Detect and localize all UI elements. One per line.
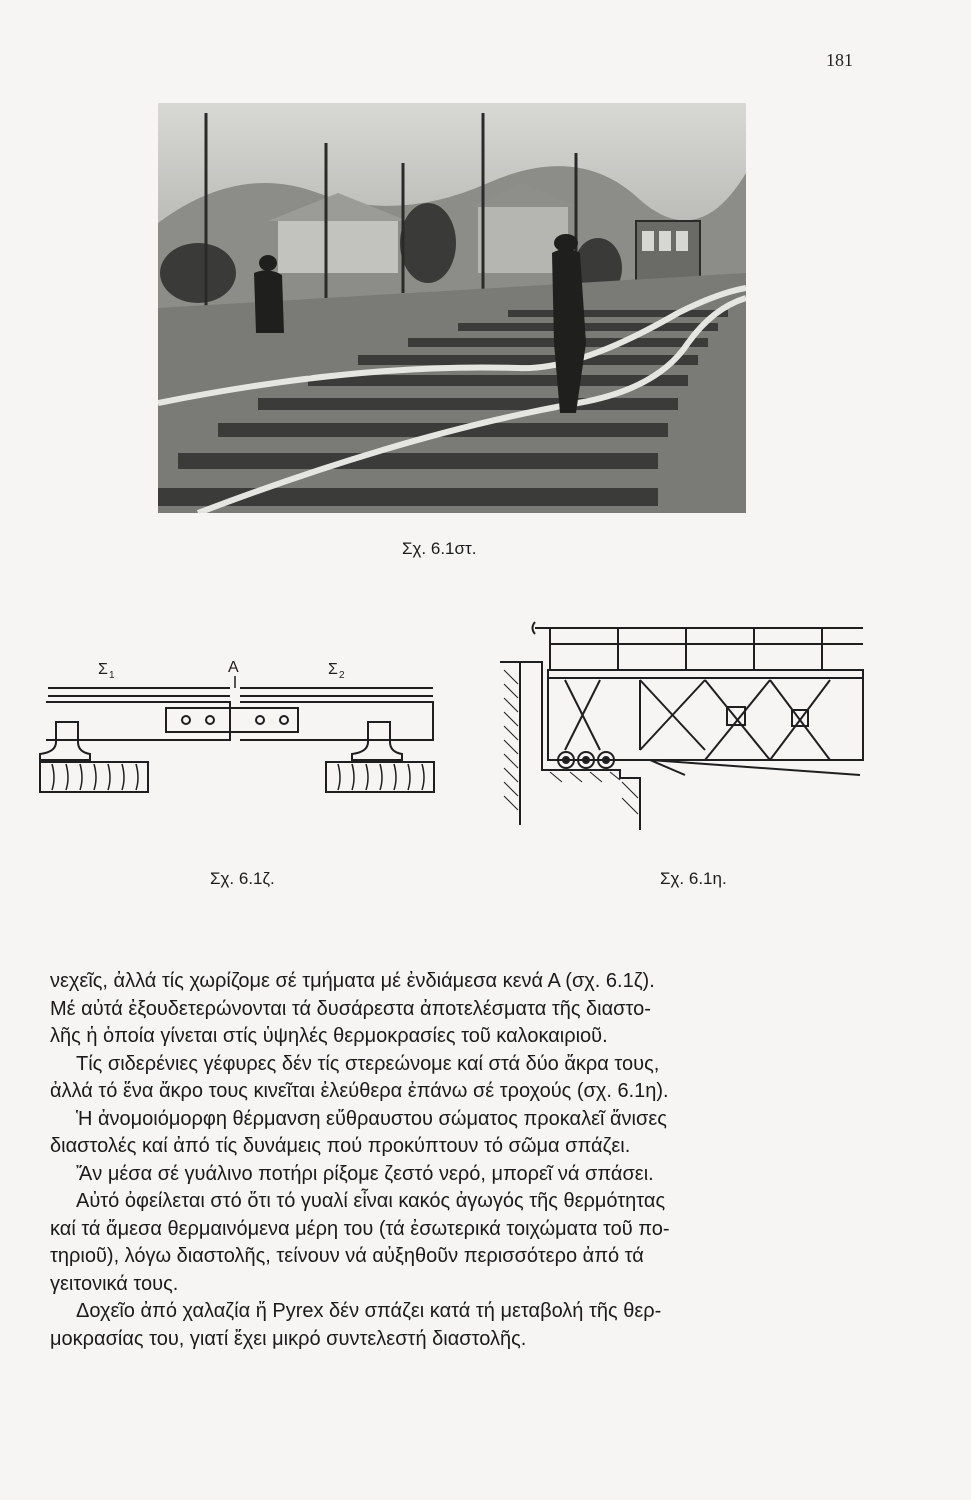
text-line: ἀλλά τό ἕνα ἄκρο τους κινεῖται ἐλεύθερα ἐπάνω σέ τροχούς (σχ. 6.1η). [50, 1080, 669, 1102]
expansion-gap-drawing [38, 652, 438, 797]
text-line: Αὐτό ὀφείλεται στό ὅτι τό γυαλί εἶναι κακός ἀγωγός τῆς θερμότητας [76, 1190, 666, 1212]
text-line: γειτονικά τους. [50, 1272, 179, 1295]
bridge-caption: Σχ. 6.1η. [660, 869, 727, 888]
text-line: νεχεῖς, ἀλλά τίς χωρίζομε σέ τμήματα μέ ἐνδιάμεσα κενά Α (σχ. 6.1ζ). [50, 970, 655, 992]
label-sigma-2-subscript: 2 [339, 670, 345, 681]
page-number: 181 [826, 50, 853, 70]
label-sigma-1: Σ [98, 661, 108, 678]
text-line: τηριοῦ), λόγω διαστολῆς, τείνουν νά αὐξηθοῦν περισσότερο ἀπό τά [50, 1245, 644, 1267]
bridge-roller-diagram [490, 610, 865, 830]
label-sigma-1-subscript: 1 [109, 670, 115, 681]
text-line: λῆς ἡ ὁποία γίνεται στίς ὑψηλές θερμοκρασίες τοῦ καλοκαιριοῦ. [50, 1025, 608, 1047]
text-line: Μέ αὐτά ἐξουδετερώνονται τά δυσάρεστα ἀποτελέσματα τῆς διαστο- [50, 997, 651, 1020]
expansion-gap-diagram [38, 652, 438, 797]
buckled-rails-photo [158, 103, 746, 513]
text-line: Ἡ ἀνομοιόμορφη θέρμανση εὔθραυστου σώματος προκαλεῖ ἄνισες [76, 1107, 667, 1130]
bridge-roller-drawing [490, 610, 865, 830]
text-line: Ἄν μέσα σέ γυάλινο ποτήρι ρίξομε ζεστό νερό, μπορεῖ νά σπάσει. [76, 1162, 654, 1185]
text-line: διαστολές καί ἀπό τίς δυνάμεις πού προκύπτουν τό σῶμα σπάζει. [50, 1135, 631, 1157]
photo-caption: Σχ. 6.1στ. [402, 539, 477, 558]
expansion-gap-caption: Σχ. 6.1ζ. [210, 869, 275, 888]
text-line: Δοχεῖο ἀπό χαλαζία ἤ Pyrex δέν σπάζει κατά τή μεταβολή τῆς θερ- [76, 1300, 662, 1322]
label-sigma-2: Σ [328, 661, 338, 678]
body-text [50, 968, 870, 1353]
text-line: καί τά ἄμεσα θερμαινόμενα μέρη του (τά ἐσωτερικά τοιχώματα τοῦ πο- [50, 1217, 670, 1240]
rails-photo-drawing [158, 103, 746, 513]
label-gap-a: Α [228, 659, 239, 676]
text-line: Τίς σιδερένιες γέφυρες δέν τίς στερεώνομε καί στά δύο ἄκρα τους, [76, 1052, 660, 1075]
text-line: μοκρασίας του, γιατί ἔχει μικρό συντελεστή διαστολῆς. [50, 1327, 527, 1350]
